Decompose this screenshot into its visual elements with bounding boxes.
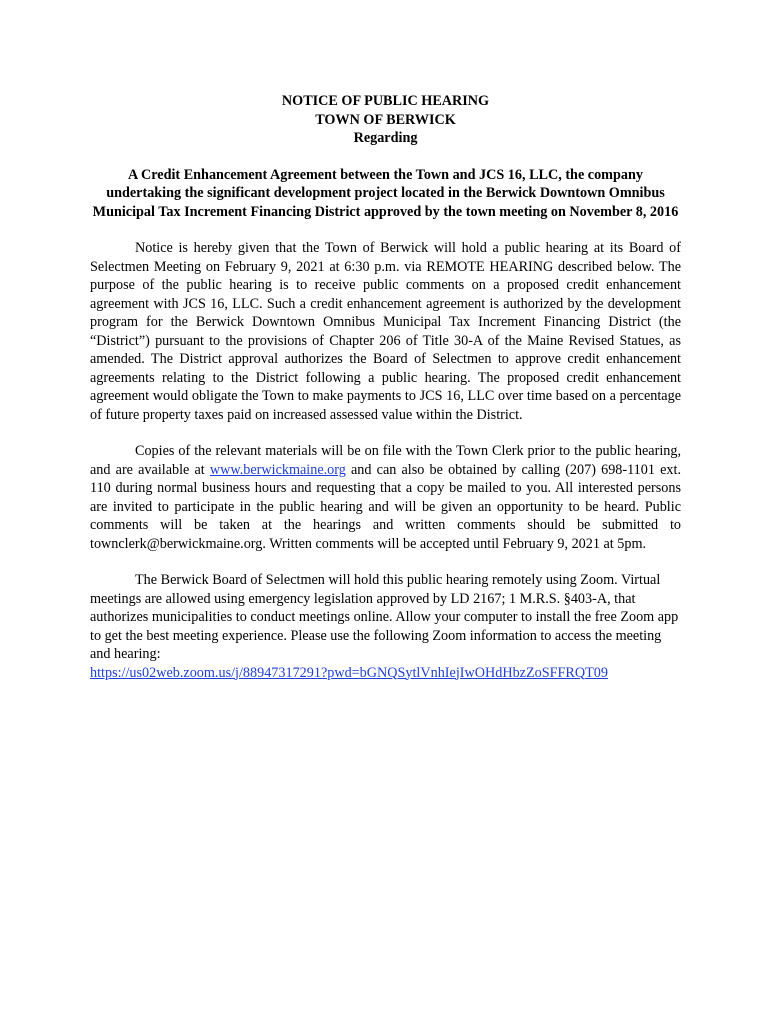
document-page xyxy=(90,92,681,682)
paragraph-materials xyxy=(90,442,681,553)
notice-subject: A Credit Enhancement Agreement between the Town and JCS 16, LLC, the company undertaking the significant development project located in the Berwick Downtown Omnibus Municipal Tax Increment Financing District approved by the town meeting on November 8, 2016 xyxy=(92,166,679,220)
paragraph-materials-text-after: and can also be obtained by calling (207) 698-1101 ext. 110 during normal business hours and requesting that a copy be mailed to you. All interested persons are invited to participate in the public hearing and will be given an opportunity to be heard. Public comments will be taken at the hearings and written comments should be submitted to townclerk@berwickmaine.org. Written comments will be accepted until February 9, 2021 at 5pm. xyxy=(90,461,682,552)
website-link[interactable]: www.berwickmaine.org xyxy=(209,461,346,478)
town-name: TOWN OF BERWICK xyxy=(315,111,456,128)
paragraph-zoom-text: The Berwick Board of Selectmen will hold this public hearing remotely using Zoom. Virtual meetings are allowed using emergency legislation approved by LD 2167; 1 M.R.S. §403-A, that authorizes municipalities to conduct meetings online. Allow your computer to install the free Zoom app to get the best meeting experience. Please use the following Zoom information to access the meeting and hearing: xyxy=(90,572,679,662)
notice-header xyxy=(90,92,681,148)
paragraph-zoom-info xyxy=(90,571,681,682)
regarding-label: Regarding xyxy=(353,130,418,146)
paragraph-hearing-notice: Notice is hereby given that the Town of Berwick will hold a public hearing at its Board of Selectmen Meeting on February 9, 2021 at 6:30 p.m. via REMOTE HEARING described below. The purpose of the public hearing is to receive public comments on a proposed credit enhancement agreement with JCS 16, LLC. Such a credit enhancement agreement is authorized by the development program for the Berwick Downtown Omnibus Municipal Tax Increment Financing District (the “District”) pursuant to the provisions of Chapter 206 of Title 30-A of the Maine Revised Statues, as amended. The District approval authorizes the Board of Selectmen to approve credit enhancement agreements relating to the District following a public hearing. The proposed credit enhancement agreement would obligate the Town to make payments to JCS 16, LLC over time based on a percentage of future property taxes paid on increased assessed value within the District. xyxy=(90,240,681,423)
paragraph-materials-text-before: Copies of the relevant materials will be on file with the Town Clerk prior to the public hearing, and are available at xyxy=(90,443,681,478)
notice-title: NOTICE OF PUBLIC HEARING xyxy=(281,93,490,109)
zoom-meeting-link[interactable]: https://us02web.zoom.us/j/88947317291?pwd=bGNQSytlVnhIejIwOHdHbzZoSFFRQT09 xyxy=(90,664,608,681)
